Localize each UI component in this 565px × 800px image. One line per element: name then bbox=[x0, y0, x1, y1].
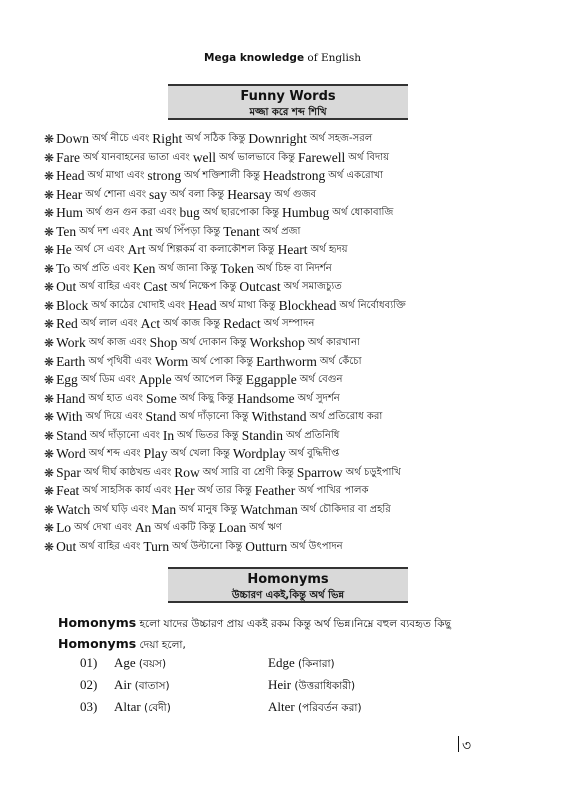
page-header bbox=[0, 52, 565, 64]
english-word: Apple bbox=[138, 372, 172, 388]
english-word: In bbox=[162, 427, 175, 443]
english-word: Sparrow bbox=[296, 464, 343, 480]
bangla-meaning: অর্থ আপেল কিন্তু bbox=[174, 374, 243, 386]
english-word: Hear bbox=[56, 186, 83, 202]
english-word: With bbox=[56, 409, 83, 425]
flower-bullet-icon: ❋ bbox=[44, 261, 55, 276]
funny-words-section-header bbox=[168, 84, 408, 120]
english-word: An bbox=[134, 520, 152, 536]
bangla-meaning: অর্থ মাথা এবং bbox=[87, 170, 145, 182]
bangla-meaning: অর্থ ঘড়ি এবং bbox=[93, 503, 149, 515]
flower-bullet-icon: ❋ bbox=[44, 243, 55, 258]
bangla-meaning: অর্থ গুজব bbox=[274, 188, 317, 200]
english-word: Act bbox=[140, 316, 161, 332]
english-word: strong bbox=[147, 168, 182, 184]
english-word: Red bbox=[56, 316, 78, 332]
english-word: Row bbox=[174, 464, 200, 480]
bangla-meaning: অর্থ ভিতর কিন্তু bbox=[177, 429, 239, 441]
english-word: Spar bbox=[56, 464, 81, 480]
bangla-meaning: অর্থ একটি কিন্তু bbox=[154, 522, 216, 534]
english-word: bug bbox=[179, 205, 200, 221]
funny-word-row bbox=[44, 519, 544, 538]
flower-bullet-icon: ❋ bbox=[44, 447, 55, 462]
bangla-meaning: অর্থ নিক্ষেপ কিন্তু bbox=[170, 281, 237, 293]
homonym-number: 03) bbox=[80, 699, 98, 714]
flower-bullet-icon: ❋ bbox=[44, 150, 55, 165]
bangla-meaning: অর্থ দীর্ঘ কাষ্ঠখন্ড এবং bbox=[83, 466, 172, 478]
page-number-divider bbox=[458, 736, 459, 752]
english-word: Stand bbox=[56, 427, 87, 443]
english-word: Man bbox=[151, 501, 177, 517]
english-word: Humbug bbox=[282, 205, 330, 221]
page-number: ৩ bbox=[462, 738, 472, 754]
english-word: Egg bbox=[56, 372, 78, 388]
bangla-meaning: অর্থ প্রতিরোধ করা bbox=[309, 411, 383, 423]
header-title-bold: Mega knowledge bbox=[204, 52, 305, 64]
english-word: Worm bbox=[154, 353, 189, 369]
english-word: Down bbox=[56, 131, 90, 146]
bangla-meaning: অর্থ দিয়ে এবং bbox=[85, 411, 143, 423]
flower-bullet-icon: ❋ bbox=[44, 484, 55, 499]
homonym-word-b-meaning: (কিনারা) bbox=[297, 658, 335, 670]
bangla-meaning: অর্থ সহজ-সরল bbox=[309, 133, 373, 144]
bangla-meaning: অর্থ শব্দ এবং bbox=[88, 448, 141, 460]
bangla-meaning: অর্থ বিদায় bbox=[348, 151, 390, 163]
homonym-word-a-text: Age bbox=[114, 655, 136, 670]
english-word: Fare bbox=[56, 149, 81, 165]
bangla-meaning: অর্থ বুদ্ধিদীপ্ত bbox=[288, 448, 340, 460]
homonym-word-b bbox=[268, 696, 362, 718]
homonyms-subtitle: উচ্চারণ একই,কিন্তু অর্থ ভিন্ন bbox=[231, 590, 345, 601]
english-word: Token bbox=[220, 260, 254, 276]
english-word: Workshop bbox=[249, 335, 305, 351]
intro-text-2: দেয়া হলো, bbox=[136, 639, 186, 651]
english-word: Cast bbox=[143, 279, 168, 295]
bangla-meaning: অর্থ বাহির এবং bbox=[79, 541, 141, 553]
bangla-meaning: অর্থ ভালভাবে কিন্তু bbox=[219, 151, 296, 163]
homonym-number: 02) bbox=[80, 677, 98, 692]
funny-word-row bbox=[44, 241, 544, 260]
funny-words-list bbox=[44, 130, 544, 557]
homonym-row bbox=[80, 652, 520, 674]
bangla-meaning: অর্থ নির্বোধব্যক্তি bbox=[339, 299, 406, 311]
funny-word-row bbox=[44, 390, 544, 409]
bangla-meaning: অর্থ প্রজা bbox=[262, 225, 301, 237]
bangla-meaning: অর্থ প্রতিনিধি bbox=[285, 429, 340, 441]
homonym-word-b-meaning: (পরিবর্তন করা) bbox=[297, 702, 362, 714]
english-word: Shop bbox=[149, 335, 178, 351]
english-word: Heart bbox=[277, 242, 308, 258]
flower-bullet-icon: ❋ bbox=[44, 428, 55, 443]
bangla-meaning: অর্থ বাহির এবং bbox=[79, 281, 141, 293]
funny-word-row bbox=[44, 408, 544, 427]
flower-bullet-icon: ❋ bbox=[44, 336, 55, 351]
bangla-meaning: অর্থ যানবাহনের ভাতা এবং bbox=[83, 151, 190, 163]
homonym-word-a-text: Altar bbox=[114, 699, 141, 714]
english-word: Blockhead bbox=[278, 297, 337, 313]
homonyms-title: Homonyms bbox=[247, 572, 329, 587]
english-word: Loan bbox=[218, 520, 247, 536]
homonym-word-b bbox=[268, 674, 355, 696]
homonym-row bbox=[80, 674, 520, 696]
bangla-meaning: অর্থ কিছু কিন্তু bbox=[179, 392, 234, 404]
bangla-meaning: অর্থ পৃথিবী এবং bbox=[88, 355, 152, 367]
bangla-meaning: অর্থ একরোখা bbox=[328, 170, 384, 182]
english-word: Redact bbox=[223, 316, 261, 332]
bangla-meaning: অর্থ নীচে এবং bbox=[92, 133, 150, 144]
english-word: To bbox=[56, 260, 71, 276]
english-word: Withstand bbox=[251, 409, 307, 425]
homonym-word-a-meaning: (বয়স) bbox=[138, 658, 167, 670]
bangla-meaning: অর্থ চড়ুইপাখি bbox=[345, 466, 401, 478]
header-title-rest: of English bbox=[304, 52, 361, 64]
english-word: Word bbox=[56, 446, 86, 462]
intro-term: Homonyms bbox=[58, 615, 137, 630]
bangla-meaning: অর্থ দাঁড়ানো এবং bbox=[89, 429, 160, 441]
bangla-meaning: অর্থ সাহসিক কার্য এবং bbox=[82, 485, 172, 497]
funny-word-row bbox=[44, 334, 544, 353]
english-word: Wordplay bbox=[232, 446, 286, 462]
flower-bullet-icon: ❋ bbox=[44, 280, 55, 295]
bangla-meaning: অর্থ গুন গুন করা এবং bbox=[86, 207, 177, 219]
english-word: Head bbox=[56, 168, 85, 184]
english-word: Lo bbox=[56, 520, 72, 536]
homonym-word-a-meaning: (বেদী) bbox=[143, 702, 171, 714]
english-word: Right bbox=[152, 131, 183, 146]
english-word: Farewell bbox=[298, 149, 346, 165]
funny-word-row bbox=[44, 167, 544, 186]
homonym-word-b bbox=[268, 652, 335, 674]
english-word: Watchman bbox=[240, 501, 298, 517]
flower-bullet-icon: ❋ bbox=[44, 187, 55, 202]
english-word: He bbox=[56, 242, 72, 258]
english-word: Out bbox=[56, 279, 77, 295]
english-word: Out bbox=[56, 539, 77, 555]
bangla-meaning: অর্থ খেলা কিন্তু bbox=[170, 448, 230, 460]
funny-word-row bbox=[44, 130, 544, 149]
bangla-meaning: অর্থ পোকা কিন্তু bbox=[191, 355, 254, 367]
bangla-meaning: অর্থ সঠিক কিন্তু bbox=[185, 133, 246, 144]
bangla-meaning: অর্থ প্রতি এবং bbox=[73, 262, 130, 274]
english-word: Play bbox=[143, 446, 168, 462]
english-word: Ken bbox=[132, 260, 156, 276]
bangla-meaning: অর্থ শোনা এবং bbox=[85, 188, 147, 200]
english-word: Standin bbox=[241, 427, 283, 443]
flower-bullet-icon: ❋ bbox=[44, 521, 55, 536]
flower-bullet-icon: ❋ bbox=[44, 354, 55, 369]
bangla-meaning: অর্থ জানা কিন্তু bbox=[158, 262, 218, 274]
funny-word-row bbox=[44, 315, 544, 334]
funny-word-row bbox=[44, 501, 544, 520]
bangla-meaning: অর্থ দোকান কিন্তু bbox=[180, 337, 247, 349]
english-word: Stand bbox=[145, 409, 177, 425]
english-word: Some bbox=[145, 390, 177, 406]
english-word: Hum bbox=[56, 205, 84, 221]
english-word: Earth bbox=[56, 353, 86, 369]
english-word: Ten bbox=[56, 223, 77, 239]
bangla-meaning: অর্থ সম্পাদন bbox=[263, 318, 315, 330]
bangla-meaning: অর্থ কাজ কিন্তু bbox=[163, 318, 221, 330]
flower-bullet-icon: ❋ bbox=[44, 169, 55, 184]
english-word: Work bbox=[56, 335, 86, 351]
bangla-meaning: অর্থ সুদর্শন bbox=[297, 392, 340, 404]
bangla-meaning: অর্থ কাঠের খোদাই এবং bbox=[91, 299, 186, 311]
intro-text: হলো যাদের উচ্চারণ প্রায় একই রকম কিন্তু অর্থ ভিন্ন।নিম্নে বহুল ব্যবহৃত কিছু bbox=[136, 618, 451, 630]
english-word: Watch bbox=[56, 501, 91, 517]
flower-bullet-icon: ❋ bbox=[44, 502, 55, 517]
english-word: Headstrong bbox=[262, 168, 326, 184]
bangla-meaning: অর্থ ঋণ bbox=[249, 522, 282, 534]
flower-bullet-icon: ❋ bbox=[44, 540, 55, 555]
english-word: Handsome bbox=[236, 390, 295, 406]
english-word: Block bbox=[56, 297, 89, 313]
funny-word-row bbox=[44, 464, 544, 483]
english-word: Her bbox=[174, 483, 195, 499]
funny-word-row bbox=[44, 278, 544, 297]
bangla-meaning: অর্থ লাল এবং bbox=[80, 318, 138, 330]
funny-words-title: Funny Words bbox=[240, 89, 336, 104]
english-word: Art bbox=[127, 242, 146, 258]
english-word: Earthworm bbox=[256, 353, 317, 369]
bangla-meaning: অর্থ শিল্পকর্ম বা কলাকৌশল কিন্তু bbox=[148, 244, 275, 256]
bangla-meaning: অর্থ সারি বা শ্রেণী কিন্তু bbox=[202, 466, 294, 478]
homonym-word-a bbox=[114, 652, 268, 674]
english-word: Outturn bbox=[245, 539, 288, 555]
homonyms-section-header bbox=[168, 567, 408, 603]
flower-bullet-icon: ❋ bbox=[44, 391, 55, 406]
english-word: Tenant bbox=[223, 223, 260, 239]
english-word: say bbox=[149, 186, 168, 202]
homonym-row bbox=[80, 696, 520, 718]
english-word: Feat bbox=[56, 483, 80, 499]
funny-word-row bbox=[44, 149, 544, 168]
homonym-word-b-text: Heir bbox=[268, 677, 292, 692]
funny-words-subtitle: মজ্জা করে শব্দ শিখি bbox=[249, 107, 327, 118]
bangla-meaning: অর্থ তার কিন্তু bbox=[197, 485, 252, 497]
bangla-meaning: অর্থ চৌকিদার বা প্রহরি bbox=[300, 503, 391, 515]
flower-bullet-icon: ❋ bbox=[44, 317, 55, 332]
homonym-word-a bbox=[114, 696, 268, 718]
bangla-meaning: অর্থ শক্তিশালী কিন্তু bbox=[184, 170, 260, 182]
funny-word-row bbox=[44, 186, 544, 205]
bangla-meaning: অর্থ হাত এবং bbox=[88, 392, 143, 404]
bangla-meaning: অর্থ ছারপোকা কিন্তু bbox=[202, 207, 280, 219]
bangla-meaning: অর্থ দাঁড়ানো কিন্তু bbox=[179, 411, 249, 423]
english-word: Downright bbox=[248, 131, 307, 146]
bangla-meaning: অর্থ সমাজচ্যুত bbox=[283, 281, 342, 293]
intro-term-2: Homonyms bbox=[58, 636, 137, 651]
bangla-meaning: অর্থ ডিম এবং bbox=[80, 374, 136, 386]
bangla-meaning: অর্থ পাখির পালক bbox=[298, 485, 369, 497]
bangla-meaning: অর্থ পিঁপড়া কিন্তু bbox=[155, 225, 221, 237]
english-word: Ant bbox=[132, 223, 153, 239]
flower-bullet-icon: ❋ bbox=[44, 206, 55, 221]
funny-word-row bbox=[44, 260, 544, 279]
flower-bullet-icon: ❋ bbox=[44, 465, 55, 480]
funny-word-row bbox=[44, 427, 544, 446]
flower-bullet-icon: ❋ bbox=[44, 224, 55, 239]
homonym-word-a-meaning: (বাতাস) bbox=[134, 680, 170, 692]
homonym-word-b-text: Edge bbox=[268, 655, 295, 670]
funny-word-row bbox=[44, 371, 544, 390]
bangla-meaning: অর্থ চিহ্ন বা নিদর্শন bbox=[256, 262, 332, 274]
english-word: Hand bbox=[56, 390, 86, 406]
homonym-word-a-text: Air bbox=[114, 677, 132, 692]
english-word: Outcast bbox=[239, 279, 281, 295]
bangla-meaning: অর্থ দেখা এবং bbox=[74, 522, 132, 534]
bangla-meaning: অর্থ হৃদয় bbox=[310, 244, 348, 256]
homonyms-intro bbox=[58, 613, 528, 655]
bangla-meaning: অর্থ উৎপাদন bbox=[290, 541, 343, 553]
english-word: well bbox=[192, 149, 217, 165]
flower-bullet-icon: ❋ bbox=[44, 132, 55, 146]
bangla-meaning: অর্থ দশ এবং bbox=[79, 225, 130, 237]
homonym-word-b-text: Alter bbox=[268, 699, 295, 714]
bangla-meaning: অর্থ কাজ এবং bbox=[88, 337, 147, 349]
funny-word-row bbox=[44, 482, 544, 501]
homonyms-list bbox=[80, 652, 520, 718]
funny-word-row bbox=[44, 353, 544, 372]
english-word: Hearsay bbox=[227, 186, 272, 202]
funny-word-row bbox=[44, 204, 544, 223]
homonym-word-b-meaning: (উত্তরাধিকারী) bbox=[294, 680, 356, 692]
funny-word-row bbox=[44, 223, 544, 242]
flower-bullet-icon: ❋ bbox=[44, 373, 55, 388]
bangla-meaning: অর্থ কারখানা bbox=[307, 337, 360, 349]
bangla-meaning: অর্থ উল্টানো কিন্তু bbox=[172, 541, 243, 553]
funny-word-row bbox=[44, 297, 544, 316]
bangla-meaning: অর্থ কেঁচো bbox=[319, 355, 362, 367]
english-word: Feather bbox=[254, 483, 296, 499]
homonym-number: 01) bbox=[80, 655, 98, 670]
funny-word-row bbox=[44, 538, 544, 557]
funny-word-row bbox=[44, 445, 544, 464]
homonym-word-a bbox=[114, 674, 268, 696]
bangla-meaning: অর্থ বলা কিন্তু bbox=[170, 188, 225, 200]
bangla-meaning: অর্থ মাথা কিন্তু bbox=[219, 299, 276, 311]
english-word: Head bbox=[188, 297, 217, 313]
english-word: Eggapple bbox=[245, 372, 297, 388]
bangla-meaning: অর্থ বেগুন bbox=[299, 374, 343, 386]
flower-bullet-icon: ❋ bbox=[44, 298, 55, 313]
bangla-meaning: অর্থ ধোকাবাজি bbox=[332, 207, 394, 219]
english-word: Turn bbox=[143, 539, 170, 555]
flower-bullet-icon: ❋ bbox=[44, 410, 55, 425]
bangla-meaning: অর্থ মানুষ কিন্তু bbox=[179, 503, 238, 515]
bangla-meaning: অর্থ সে এবং bbox=[74, 244, 125, 256]
